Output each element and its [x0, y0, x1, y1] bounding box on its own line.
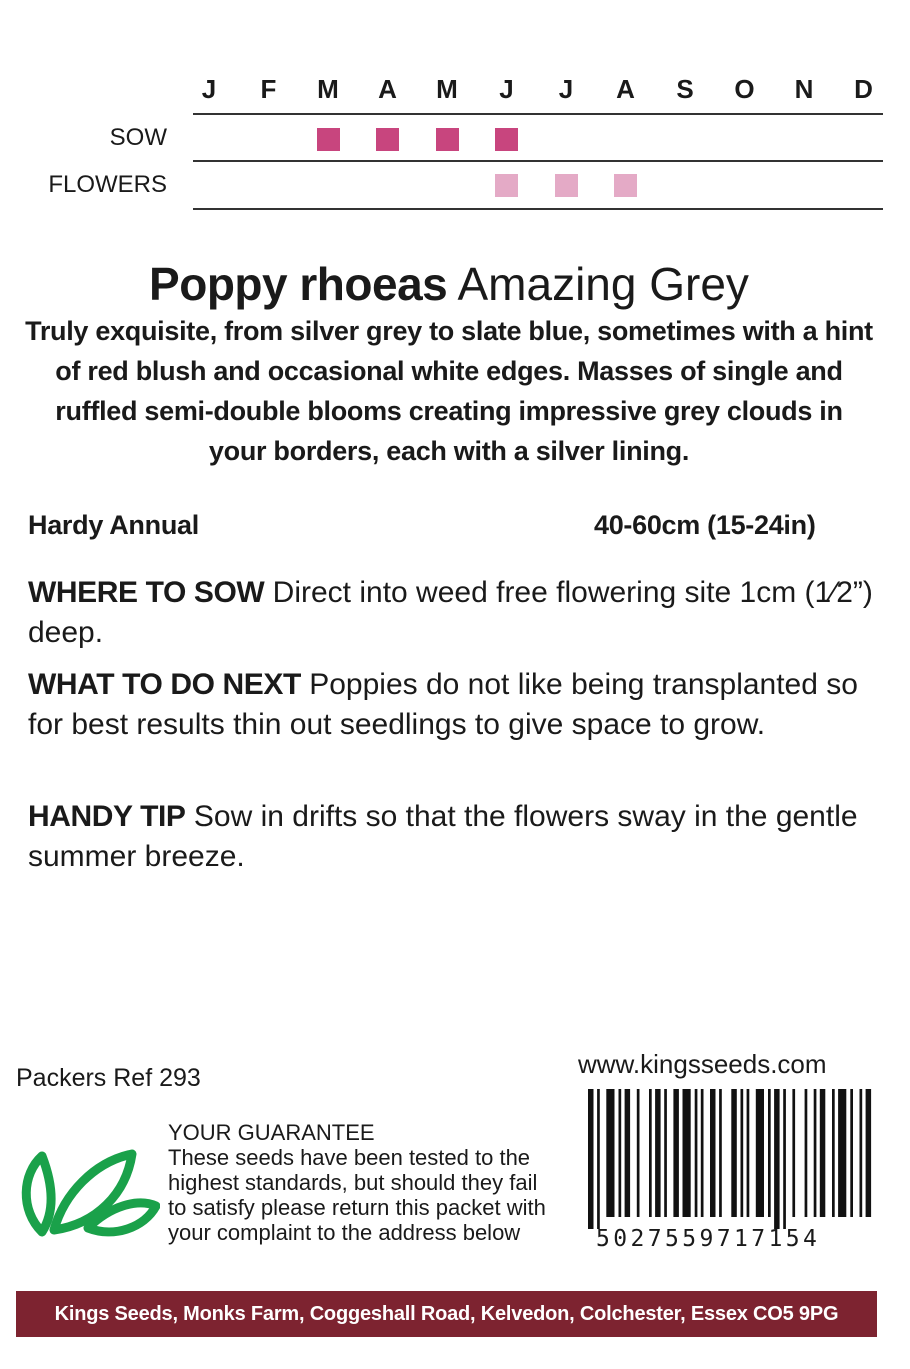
month-header-7: J	[558, 74, 574, 104]
barcode	[586, 1089, 874, 1229]
calendar-mark-sow-3	[317, 128, 340, 151]
month-header-3: M	[317, 74, 339, 104]
what-to-do-next-section	[28, 665, 878, 745]
month-header-2: F	[260, 74, 277, 104]
barcode-bar	[805, 1089, 808, 1217]
address-bar	[16, 1291, 877, 1337]
what-to-do-next-text: Poppies do not like being transplanted so for best results thin out seedlings to give space to grow.	[28, 668, 858, 741]
company-address: Kings Seeds, Monks Farm, Coggeshall Road, Kelvedon, Colchester, Essex CO5 9PG	[54, 1303, 839, 1325]
barcode-bar	[710, 1089, 716, 1217]
barcode-bar	[756, 1089, 764, 1217]
what-to-do-next-heading: WHAT TO DO NEXT	[28, 668, 301, 701]
barcode-bar	[838, 1089, 846, 1217]
month-header-10: O	[734, 74, 755, 104]
barcode-bar	[850, 1089, 853, 1217]
barcode-bar	[597, 1089, 600, 1229]
barcode-bar	[625, 1089, 631, 1217]
barcode-bar	[606, 1089, 614, 1217]
barcode-bar	[792, 1089, 795, 1217]
product-name-bold: Poppy rhoeas	[149, 258, 448, 310]
barcode-bar	[655, 1089, 661, 1217]
barcode-bar	[701, 1089, 704, 1217]
leaf-logo-icon	[18, 1148, 160, 1240]
handy-tip-section	[28, 797, 878, 877]
calendar-mark-sow-5	[436, 128, 459, 151]
plant-type: Hardy Annual	[28, 510, 199, 540]
barcode-bar	[866, 1089, 872, 1217]
barcode-bar	[741, 1089, 744, 1217]
calendar-mark-flowers-8	[614, 174, 637, 197]
barcode-bar	[649, 1089, 652, 1217]
calendar-mark-flowers-6	[495, 174, 518, 197]
barcode-bar	[832, 1089, 835, 1217]
calendar-mark-flowers-7	[555, 174, 578, 197]
barcode-bar	[695, 1089, 698, 1217]
where-to-sow-section	[28, 573, 878, 653]
barcode-bar	[747, 1089, 750, 1217]
where-to-sow-heading: WHERE TO SOW	[28, 576, 265, 609]
month-header-6: J	[499, 74, 514, 104]
month-header-9: S	[676, 74, 694, 104]
barcode-bar	[619, 1089, 622, 1217]
handy-tip-heading: HANDY TIP	[28, 800, 186, 833]
calendar-rule-bottom	[193, 208, 883, 210]
calendar-rule-middle	[193, 160, 883, 162]
barcode-bar	[683, 1089, 691, 1217]
month-header-8: A	[616, 74, 635, 104]
calendar-row-label-flowers: FLOWERS	[48, 171, 167, 198]
barcode-bar	[664, 1089, 667, 1217]
guarantee-title: YOUR GUARANTEE	[168, 1120, 375, 1145]
sowing-calendar	[0, 0, 910, 220]
guarantee-block	[168, 1120, 558, 1245]
calendar-mark-sow-4	[376, 128, 399, 151]
barcode-bar	[783, 1089, 786, 1229]
month-header-1: J	[201, 74, 217, 104]
month-header-5: M	[436, 74, 458, 104]
website-link[interactable]: www.kingsseeds.com	[578, 1049, 827, 1079]
product-name-variety: Amazing Grey	[457, 258, 749, 310]
barcode-bar	[860, 1089, 863, 1217]
barcode-bar	[814, 1089, 817, 1217]
packers-ref: Packers Ref 293	[16, 1064, 201, 1092]
month-header-12: D	[854, 74, 873, 104]
where-to-sow-text: Direct into weed free flowering site 1cm (1⁄2”) deep.	[28, 576, 873, 649]
barcode-number: 5027559717154	[596, 1226, 821, 1252]
handy-tip-text: Sow in drifts so that the flowers sway in the gentle summer breeze.	[28, 800, 858, 873]
barcode-bar	[637, 1089, 640, 1217]
month-header-4: A	[378, 74, 397, 104]
barcode-bar	[673, 1089, 679, 1217]
product-title	[0, 254, 898, 314]
calendar-mark-sow-6	[495, 128, 518, 151]
calendar-row-label-sow: SOW	[109, 124, 167, 151]
barcode-bar	[820, 1089, 826, 1217]
barcode-bar	[774, 1089, 780, 1229]
product-description: Truly exquisite, from silver grey to slate blue, sometimes with a hint of red blush and occasional white edges. Masses of single and ruffled semi-double blooms creating impressive grey clouds in your borders, each with a silver lining.	[25, 316, 873, 466]
calendar-rule-top	[193, 113, 883, 115]
plant-height: 40-60cm (15-24in)	[594, 510, 816, 540]
month-header-11: N	[794, 74, 814, 104]
barcode-bar	[768, 1089, 771, 1217]
barcode-bar	[731, 1089, 737, 1217]
barcode-bar	[588, 1089, 594, 1229]
guarantee-text: These seeds have been tested to the highest standards, but should they fail to satisfy please return this packet with your complaint to the address below	[168, 1145, 546, 1245]
barcode-bar	[719, 1089, 722, 1217]
